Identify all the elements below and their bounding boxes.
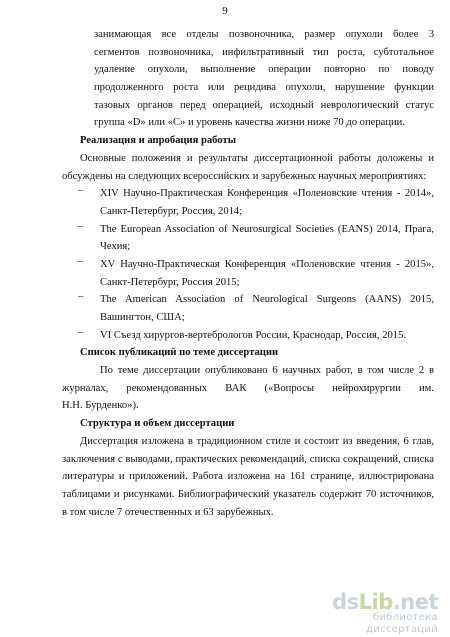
- text-line: удаление опухоли, выполнение операции повторно по поводу: [94, 64, 434, 76]
- text-line: заключения с выводами, практических рекомендаций, списка сокращений, списка: [62, 453, 434, 465]
- text-line: таблицами и рисунками. Библиографический указатель содержит 70 источников,: [62, 488, 434, 500]
- list-item: [62, 291, 434, 326]
- text-line: Диссертация изложена в традиционном стиле и состоит из введения, 6 глав,: [80, 435, 434, 447]
- dslib-logo: dsLib.net: [332, 590, 438, 614]
- list-item: [62, 256, 434, 291]
- section-heading-approbation: Реализация и апробация работы: [80, 135, 236, 147]
- list-dash: –: [78, 255, 84, 267]
- list-item: [62, 185, 434, 220]
- watermark-subtitle: библиотека диссертаций: [366, 612, 438, 635]
- list-dash: –: [78, 291, 84, 303]
- text-line: тазовых органов перед операцией, исходный неврологический статус: [94, 99, 434, 111]
- dslib-watermark: [298, 591, 438, 636]
- section-heading-publications: Список публикаций по теме диссертации: [80, 347, 279, 359]
- text-line: журналах, рекомендованных ВАК («Вопросы нейрохирургии им.: [62, 382, 434, 394]
- text-line: XIV Научно-Практическая Конференция «Поленовские чтения - 2014»,: [100, 188, 434, 200]
- document-body: [62, 26, 434, 521]
- list-dash: –: [78, 220, 84, 232]
- text-line: The European Association of Neurosurgical Societies (EANS) 2014, Прага,: [100, 223, 434, 235]
- text-line: Вашингтон, США;: [100, 312, 185, 323]
- text-line: Н.Н. Бурденко»).: [62, 400, 139, 412]
- text-line: в том числе 7 отечественных и 63 зарубежных.: [62, 506, 274, 518]
- text-line: группа «D» или «С» и уровень качества жизни ниже 70 до операции.: [94, 117, 405, 129]
- text-line: Санкт-Петербург, Россия 2015;: [100, 276, 240, 288]
- section-heading-structure: Структура и объем диссертации: [80, 418, 235, 430]
- text-line: XV Научно-Практическая Конференция «Поленовские чтения - 2015»,: [100, 258, 434, 270]
- text-line: обсуждены на следующих всероссийских и зарубежных научных мероприятиях:: [62, 170, 427, 182]
- text-line: The American Association of Neurological Surgeons (AANS) 2015,: [100, 294, 434, 306]
- list-dash: –: [78, 326, 84, 338]
- text-line: Чехия;: [100, 241, 131, 253]
- list-item: [62, 327, 434, 345]
- text-line: VI Съезд хирургов-вертебрологов России, Краснодар, Россия, 2015.: [100, 329, 407, 341]
- text-line: литературы и приложений. Работа изложена на 161 странице, иллюстрирована: [62, 471, 434, 483]
- text-line: Санкт-Петербург, Россия, 2014;: [100, 205, 243, 217]
- text-line: Основные положения и результаты диссертационной работы доложены и: [80, 152, 434, 164]
- list-item: [62, 221, 434, 256]
- text-line: продолженного роста или рецидива опухоли, нарушение функции: [94, 82, 434, 94]
- list-dash: –: [78, 185, 84, 197]
- text-line: По теме диссертации опубликовано 6 научных работ, в том числе 2 в: [100, 365, 434, 377]
- text-line: занимающая все отделы позвоночника, размер опухоли более 3: [94, 29, 434, 40]
- text-line: сегментов позвоночника, инфильтративный тип роста, субтотальное: [94, 46, 434, 58]
- page-number: 9: [222, 5, 228, 17]
